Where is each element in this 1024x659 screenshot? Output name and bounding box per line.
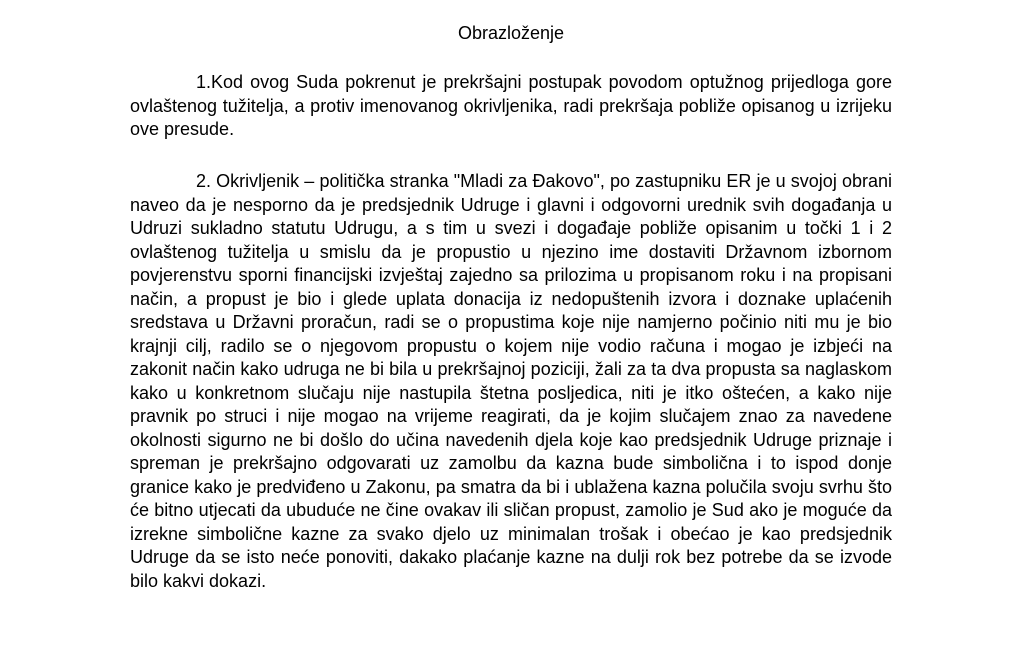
- paragraph-1: 1.Kod ovog Suda pokrenut je prekršajni postupak povodom optužnog prijedloga gore ovlaštenog tužitelja, a protiv imenovanog okrivljenika, radi prekršaja pobliže opisanog u izrijeku ove presude.: [130, 72, 892, 140]
- document-heading: Obrazloženje: [457, 23, 565, 43]
- paragraph-2: 2. Okrivljenik – politička stranka "Mladi za Đakovo", po zastupniku ER je u svojoj obrani naveo da je nesporno da je predsjednik Udruge i glavni i odgovorni urednik svih događanja u Udruzi sukladno statutu Udrugu, a s tim u svezi i događaje pobliže opisanim u točki 1 i 2 ovlaštenog tužitelja u smislu da je propustio u njezino ime dostaviti Državnom izbornom povjerenstvu sporni financijski izvještaj zajedno sa prilozima u propisanom roku i na propisani način, a propust je bio i glede uplata donacija iz nedopuštenih izvora i doznake uplaćenih sredstava u Državni proračun, radi se o propustima koje nije namjerno počinio niti mu je bio krajnji cilj, radilo se o njegovom propustu o kojem nije vodio računa i mogao je izbjeći na zakonit način kako udruga ne bi bila u prekršajnoj poziciji, žali za ta dva propusta sa naglaskom kako u konkretnom slučaju nije nastupila štetna posljedica, niti je itko oštećen, a kako nije pravnik po struci i nije mogao na vrijeme reagirati, da je kojim slučajem znao za navedene okolnosti sigurno ne bi došlo do učina navedenih djela koje kao predsjednik Udruge priznaje i spreman je prekršajno odgovarati uz zamolbu da kazna bude simbolična i to ispod donje granice kako je predviđeno u Zakonu, pa smatra da bi i ublažena kazna polučila svoju svrhu što će bitno utjecati da ubuduće ne čine ovakav ili sličan propust, zamolio je Sud ako je moguće da izrekne simbolične kazne za svako djelo uz minimalan trošak i obećao je kao predsjednik Udruge da se isto neće ponoviti, dakako plaćanje kazne na dulji rok bez potrebe da se izvode bilo kakvi dokazi.: [130, 171, 892, 591]
